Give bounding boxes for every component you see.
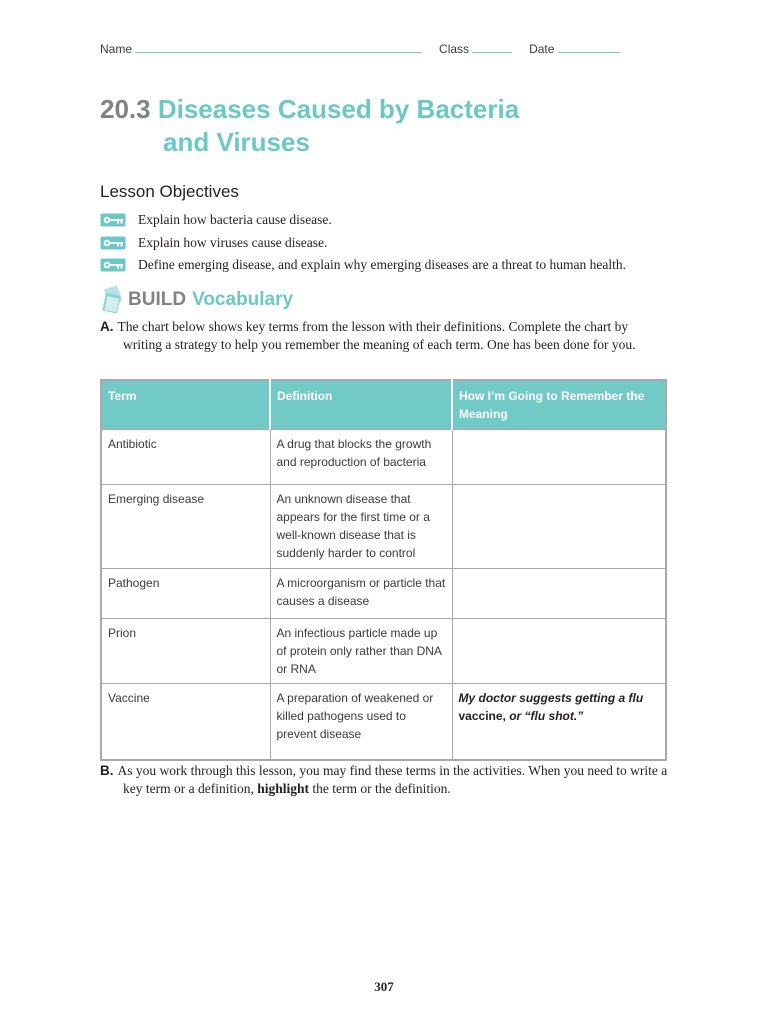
table-row [101, 619, 666, 684]
date-label: Date [529, 42, 555, 56]
objectives-heading: Lesson Objectives [100, 182, 239, 201]
objective-item: Define emerging disease, and explain why emerging diseases are a threat to human health. [100, 254, 626, 277]
key-icon [100, 236, 126, 250]
term-cell: Emerging disease [101, 485, 270, 569]
remember-cell[interactable] [452, 485, 666, 569]
definition-cell: A microorganism or particle that causes a disease [270, 569, 452, 619]
key-icon [100, 258, 126, 272]
remember-cell[interactable] [452, 619, 666, 684]
date-field[interactable] [558, 41, 620, 53]
definition-cell: An unknown disease that appears for the first time or a well-known disease that is suddenly harder to control [270, 485, 452, 569]
title-line-2: and Viruses [163, 127, 310, 157]
definition-cell: A drug that blocks the growth and reproduction of bacteria [270, 430, 452, 485]
term-cell: Pathogen [101, 569, 270, 619]
term-cell: Vaccine [101, 684, 270, 760]
table-header-row [101, 380, 666, 430]
remember-cell[interactable] [452, 569, 666, 619]
definition-cell: A preparation of weakened or killed pathogens used to prevent disease [270, 684, 452, 760]
page-number: 307 [374, 979, 394, 994]
section-a-instructions: A. The chart below shows key terms from the lesson with their definitions. Complete the chart by writing a strategy to help you remember the meaning of each term. One has been done for you. [100, 319, 636, 352]
class-label: Class [439, 42, 470, 56]
page-title [100, 93, 519, 159]
definition-cell: An infectious particle made up of protein only rather than DNA or RNA [270, 619, 452, 684]
remember-cell[interactable] [452, 430, 666, 485]
table-row [101, 569, 666, 619]
section-b-instructions: B. As you work through this lesson, you may find these terms in the activities. When you need to write a key term or a definition, highlight the term or the definition. [100, 763, 668, 796]
vocabulary-table [100, 379, 667, 761]
objective-item: Explain how viruses cause disease. [100, 232, 626, 255]
table-row [101, 485, 666, 569]
build-vocabulary-heading [100, 284, 293, 316]
header-remember: How I’m Going to Remember the Meaning [452, 380, 666, 430]
vocabulary-word: Vocabulary [192, 289, 294, 310]
term-cell: Prion [101, 619, 270, 684]
name-label: Name [100, 42, 133, 56]
class-field[interactable] [472, 41, 512, 53]
highlight-word: highlight [257, 781, 309, 796]
key-icon [100, 213, 126, 227]
header-definition: Definition [270, 380, 452, 430]
objective-item: Explain how bacteria cause disease. [100, 209, 626, 232]
build-word: BUILD [128, 289, 187, 310]
table-row [101, 684, 666, 760]
header-term: Term [101, 380, 270, 430]
objectives-list [100, 209, 626, 277]
title-line-1: Diseases Caused by Bacteria [157, 94, 520, 124]
student-info-line [100, 41, 630, 56]
name-field[interactable] [135, 41, 422, 53]
section-number: 20.3 [100, 94, 151, 124]
term-cell: Antibiotic [101, 430, 270, 485]
remember-cell-example[interactable]: My doctor suggests getting a flu vaccine, or “flu shot.” [452, 684, 666, 760]
flashcard-icon [100, 285, 126, 315]
table-row [101, 430, 666, 485]
